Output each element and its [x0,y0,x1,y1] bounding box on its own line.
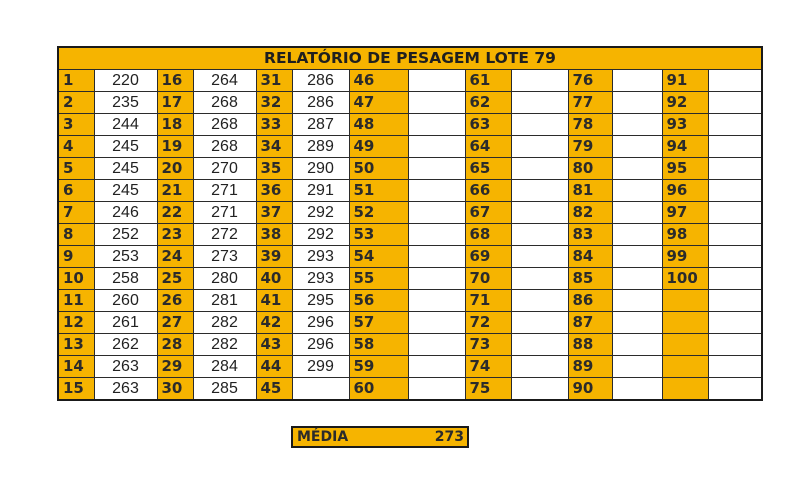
animal-number-cell [662,290,708,312]
weight-cell [408,312,465,334]
table-row [58,158,762,180]
animal-number-cell: 15 [58,378,94,401]
animal-number-cell: 11 [58,290,94,312]
animal-number-cell: 37 [256,202,292,224]
weight-cell: 260 [94,290,157,312]
animal-number-cell: 44 [256,356,292,378]
animal-number-cell: 30 [157,378,193,401]
animal-number-cell: 42 [256,312,292,334]
animal-number-cell: 3 [58,114,94,136]
animal-number-cell: 20 [157,158,193,180]
weight-cell: 282 [193,334,256,356]
animal-number-cell: 23 [157,224,193,246]
weight-cell: 289 [292,136,349,158]
table-row [58,92,762,114]
weight-cell: 273 [193,246,256,268]
weight-cell [511,136,568,158]
animal-number-cell: 39 [256,246,292,268]
weight-cell: 296 [292,312,349,334]
weight-cell [408,268,465,290]
animal-number-cell: 32 [256,92,292,114]
animal-number-cell: 56 [349,290,408,312]
weight-cell: 258 [94,268,157,290]
animal-number-cell: 65 [465,158,511,180]
animal-number-cell: 95 [662,158,708,180]
animal-number-cell: 1 [58,70,94,92]
animal-number-cell: 69 [465,246,511,268]
weight-cell: 252 [94,224,157,246]
weight-cell [708,334,762,356]
weight-cell [612,290,662,312]
weight-cell [708,224,762,246]
animal-number-cell: 90 [568,378,612,401]
animal-number-cell: 64 [465,136,511,158]
animal-number-cell: 87 [568,312,612,334]
animal-number-cell: 29 [157,356,193,378]
animal-number-cell: 68 [465,224,511,246]
weight-cell: 263 [94,378,157,401]
weight-cell: 246 [94,202,157,224]
table-row [58,114,762,136]
animal-number-cell: 58 [349,334,408,356]
animal-number-cell: 8 [58,224,94,246]
weight-cell [408,290,465,312]
weight-cell: 299 [292,356,349,378]
weight-cell [612,246,662,268]
table-row [58,180,762,202]
animal-number-cell: 78 [568,114,612,136]
table-row [58,268,762,290]
weight-cell [612,312,662,334]
weight-cell [708,290,762,312]
animal-number-cell: 38 [256,224,292,246]
weight-cell: 261 [94,312,157,334]
animal-number-cell: 92 [662,92,708,114]
weight-cell [708,136,762,158]
animal-number-cell: 63 [465,114,511,136]
animal-number-cell: 14 [58,356,94,378]
animal-number-cell: 61 [465,70,511,92]
animal-number-cell: 75 [465,378,511,401]
weight-cell: 262 [94,334,157,356]
weight-cell: 282 [193,312,256,334]
animal-number-cell: 4 [58,136,94,158]
weight-cell [511,158,568,180]
animal-number-cell: 82 [568,202,612,224]
animal-number-cell: 73 [465,334,511,356]
weight-cell [708,246,762,268]
animal-number-cell: 98 [662,224,708,246]
animal-number-cell: 22 [157,202,193,224]
animal-number-cell: 89 [568,356,612,378]
weight-cell [511,378,568,401]
table-row [58,290,762,312]
weight-cell [612,356,662,378]
weight-cell [511,70,568,92]
weight-cell [292,378,349,401]
animal-number-cell [662,378,708,401]
weight-cell [612,224,662,246]
weight-cell [708,158,762,180]
weight-cell [408,334,465,356]
weight-cell: 253 [94,246,157,268]
animal-number-cell: 26 [157,290,193,312]
animal-number-cell: 35 [256,158,292,180]
weight-cell: 235 [94,92,157,114]
weight-cell [708,114,762,136]
weight-cell: 268 [193,136,256,158]
table-row [58,224,762,246]
animal-number-cell: 96 [662,180,708,202]
animal-number-cell [662,356,708,378]
animal-number-cell: 36 [256,180,292,202]
animal-number-cell: 40 [256,268,292,290]
weight-cell [708,202,762,224]
animal-number-cell: 19 [157,136,193,158]
animal-number-cell: 12 [58,312,94,334]
animal-number-cell: 91 [662,70,708,92]
weight-cell: 292 [292,202,349,224]
animal-number-cell: 70 [465,268,511,290]
animal-number-cell: 31 [256,70,292,92]
weight-cell [511,268,568,290]
animal-number-cell: 50 [349,158,408,180]
animal-number-cell: 80 [568,158,612,180]
weight-cell [612,202,662,224]
weight-cell [708,92,762,114]
animal-number-cell: 100 [662,268,708,290]
animal-number-cell: 84 [568,246,612,268]
weight-cell [708,180,762,202]
animal-number-cell: 53 [349,224,408,246]
weight-cell [511,114,568,136]
weight-cell [708,378,762,401]
animal-number-cell: 48 [349,114,408,136]
weight-cell [708,356,762,378]
weighing-report-table [57,46,763,401]
report-title: RELATÓRIO DE PESAGEM LOTE 79 [58,47,762,70]
animal-number-cell: 54 [349,246,408,268]
weight-cell: 284 [193,356,256,378]
animal-number-cell: 72 [465,312,511,334]
weight-cell: 295 [292,290,349,312]
weight-cell [511,334,568,356]
weight-cell: 286 [292,92,349,114]
table-row [58,334,762,356]
weight-cell [511,312,568,334]
weight-cell [408,158,465,180]
weight-cell [511,180,568,202]
weight-cell: 272 [193,224,256,246]
weight-cell: 268 [193,92,256,114]
weight-cell [511,290,568,312]
animal-number-cell: 60 [349,378,408,401]
weight-cell: 292 [292,224,349,246]
animal-number-cell [662,334,708,356]
animal-number-cell: 97 [662,202,708,224]
weight-cell: 293 [292,246,349,268]
animal-number-cell: 99 [662,246,708,268]
weight-cell [511,356,568,378]
animal-number-cell: 66 [465,180,511,202]
weight-cell: 271 [193,202,256,224]
animal-number-cell: 13 [58,334,94,356]
weight-cell [511,202,568,224]
weight-cell [511,92,568,114]
weight-cell [612,378,662,401]
table-row [58,356,762,378]
weight-cell [408,114,465,136]
average-box [291,426,469,448]
animal-number-cell: 76 [568,70,612,92]
weight-cell [408,70,465,92]
animal-number-cell: 62 [465,92,511,114]
animal-number-cell: 5 [58,158,94,180]
weight-cell: 263 [94,356,157,378]
weight-cell: 245 [94,180,157,202]
weight-cell: 264 [193,70,256,92]
weight-cell [408,136,465,158]
weight-cell [708,268,762,290]
table-row [58,70,762,92]
weight-cell: 220 [94,70,157,92]
animal-number-cell: 45 [256,378,292,401]
weight-cell: 270 [193,158,256,180]
animal-number-cell: 83 [568,224,612,246]
animal-number-cell: 79 [568,136,612,158]
average-label: MÉDIA [297,429,349,445]
animal-number-cell: 43 [256,334,292,356]
animal-number-cell: 25 [157,268,193,290]
animal-number-cell: 41 [256,290,292,312]
animal-number-cell: 77 [568,92,612,114]
animal-number-cell: 57 [349,312,408,334]
weight-cell [612,136,662,158]
animal-number-cell: 74 [465,356,511,378]
animal-number-cell: 18 [157,114,193,136]
average-value: 273 [434,429,464,445]
weight-cell [612,334,662,356]
animal-number-cell: 51 [349,180,408,202]
table-row [58,246,762,268]
animal-number-cell: 33 [256,114,292,136]
weight-cell: 293 [292,268,349,290]
weight-cell: 290 [292,158,349,180]
table-row [58,202,762,224]
animal-number-cell: 86 [568,290,612,312]
animal-number-cell: 21 [157,180,193,202]
weight-cell: 287 [292,114,349,136]
weight-cell [408,92,465,114]
animal-number-cell: 7 [58,202,94,224]
animal-number-cell: 94 [662,136,708,158]
weight-cell [408,246,465,268]
weight-cell [408,356,465,378]
weight-cell: 291 [292,180,349,202]
weight-cell [612,92,662,114]
weight-cell [511,246,568,268]
weight-cell: 245 [94,136,157,158]
animal-number-cell: 67 [465,202,511,224]
animal-number-cell: 6 [58,180,94,202]
weight-cell [612,268,662,290]
table-row [58,136,762,158]
animal-number-cell: 16 [157,70,193,92]
animal-number-cell: 34 [256,136,292,158]
table-row [58,312,762,334]
weight-cell [408,180,465,202]
animal-number-cell: 17 [157,92,193,114]
animal-number-cell: 88 [568,334,612,356]
weight-cell [612,114,662,136]
animal-number-cell: 71 [465,290,511,312]
weight-cell: 285 [193,378,256,401]
weight-cell [408,224,465,246]
title-row [58,47,762,70]
weight-cell [708,312,762,334]
weight-cell [708,70,762,92]
weight-cell [408,378,465,401]
animal-number-cell: 2 [58,92,94,114]
weight-cell: 268 [193,114,256,136]
weight-cell: 286 [292,70,349,92]
animal-number-cell: 27 [157,312,193,334]
animal-number-cell: 59 [349,356,408,378]
animal-number-cell: 55 [349,268,408,290]
animal-number-cell: 81 [568,180,612,202]
animal-number-cell: 28 [157,334,193,356]
animal-number-cell: 93 [662,114,708,136]
weight-cell: 281 [193,290,256,312]
table-row [58,378,762,401]
weight-cell [612,70,662,92]
weight-cell: 296 [292,334,349,356]
animal-number-cell [662,312,708,334]
animal-number-cell: 46 [349,70,408,92]
weight-cell [511,224,568,246]
animal-number-cell: 49 [349,136,408,158]
weight-cell: 271 [193,180,256,202]
weight-cell [408,202,465,224]
animal-number-cell: 24 [157,246,193,268]
weight-cell [612,180,662,202]
weight-cell: 245 [94,158,157,180]
animal-number-cell: 47 [349,92,408,114]
weight-cell [612,158,662,180]
animal-number-cell: 9 [58,246,94,268]
animal-number-cell: 52 [349,202,408,224]
animal-number-cell: 10 [58,268,94,290]
weight-cell: 280 [193,268,256,290]
weight-cell: 244 [94,114,157,136]
animal-number-cell: 85 [568,268,612,290]
